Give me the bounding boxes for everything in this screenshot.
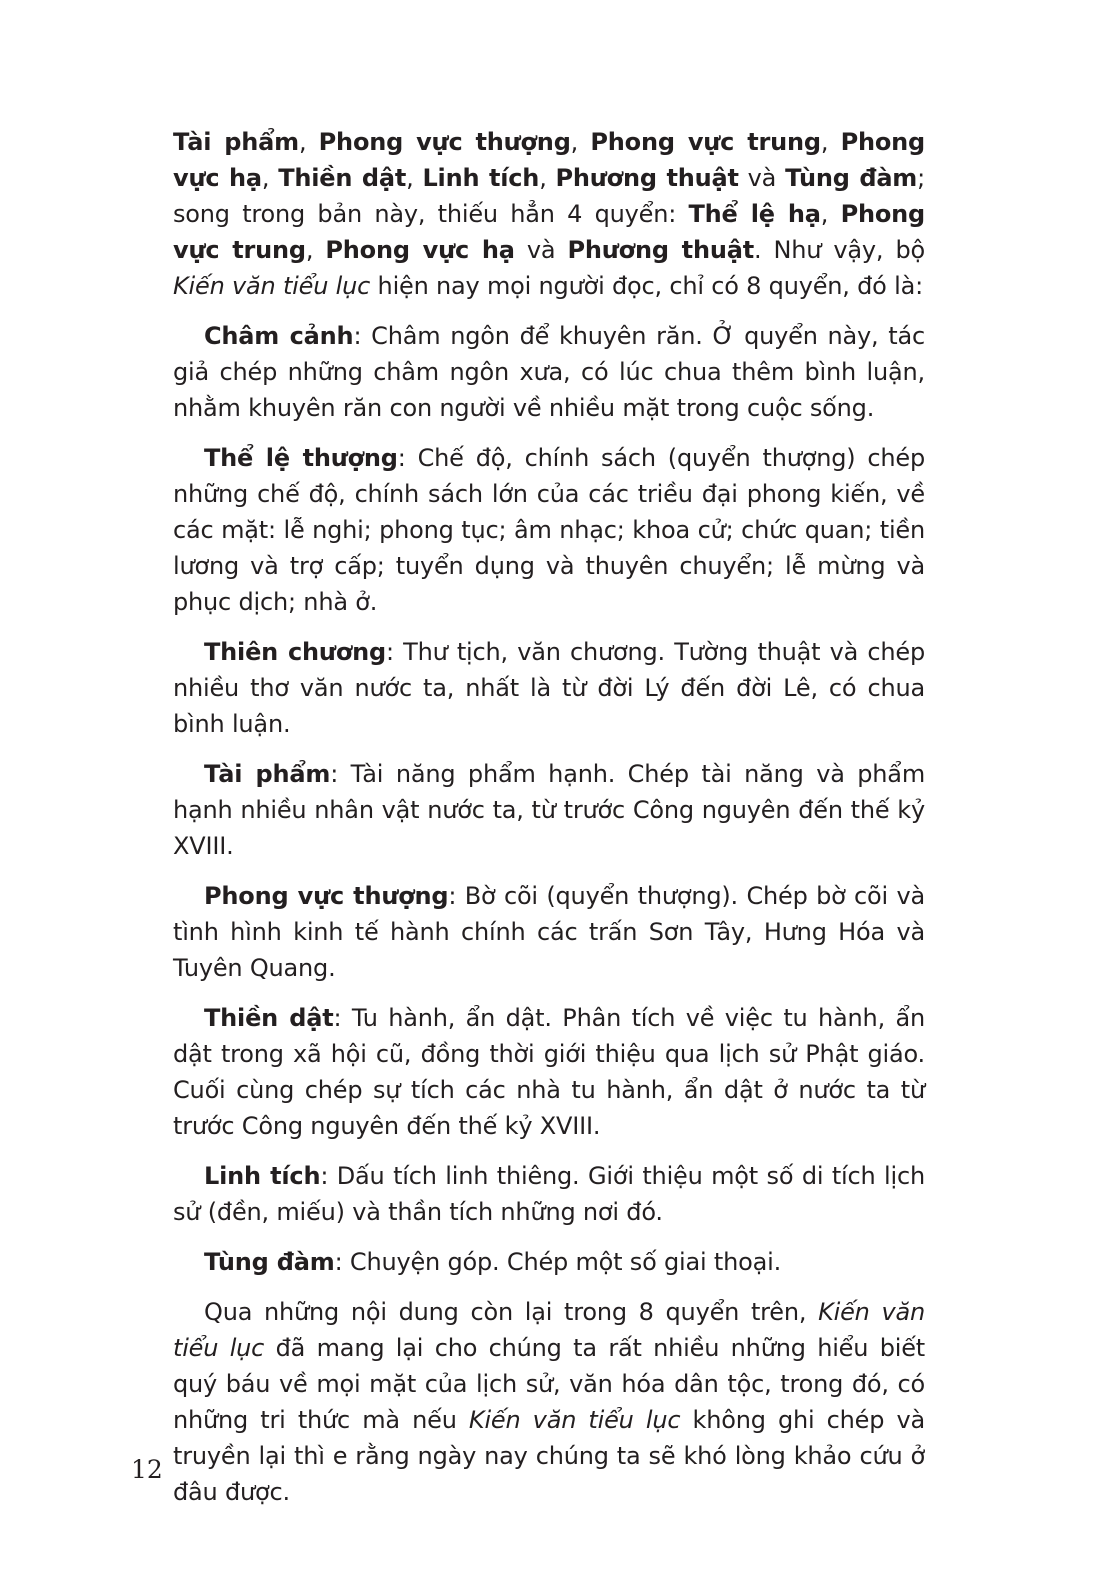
volume-term: Phong vực thượng bbox=[204, 882, 449, 910]
volume-entry bbox=[173, 1000, 925, 1144]
volume-name: Phong vực trung bbox=[173, 200, 925, 264]
volume-name: Phong vực trung bbox=[590, 128, 821, 156]
text-run: hiện nay mọi người đọc, chỉ có 8 quyển, đó là: bbox=[370, 272, 923, 300]
volume-name: Phong vực hạ bbox=[325, 236, 515, 264]
volume-description: : Dấu tích linh thiêng. Giới thiệu một số di tích lịch sử (đền, miếu) và thần tích những nơi đó. bbox=[173, 1162, 925, 1226]
volume-term: Thiền dật bbox=[204, 1004, 334, 1032]
volume-entry bbox=[173, 634, 925, 742]
volume-description: : Tài năng phẩm hạnh. Chép tài năng và phẩm hạnh nhiều nhân vật nước ta, từ trước Công nguyên đến thế kỷ XVIII. bbox=[173, 760, 925, 860]
text-run: , bbox=[406, 164, 423, 192]
volume-term: Tùng đàm bbox=[204, 1248, 335, 1276]
text-run: không ghi chép và truyền lại thì e rằng ngày nay chúng ta sẽ khó lòng khảo cứu ở đâu được. bbox=[173, 1406, 925, 1506]
volume-name: Phương thuật bbox=[567, 236, 754, 264]
intro-paragraph bbox=[173, 124, 925, 304]
book-title: Kiến văn tiểu lục bbox=[468, 1406, 681, 1434]
volume-description: : Chuyện góp. Chép một số giai thoại. bbox=[334, 1248, 782, 1276]
volume-term: Linh tích bbox=[204, 1162, 321, 1190]
volume-name: Linh tích bbox=[422, 164, 540, 192]
book-title: Kiến văn tiểu lục bbox=[173, 272, 371, 300]
text-run: , bbox=[570, 128, 591, 156]
text-run: , bbox=[820, 128, 841, 156]
text-run: và bbox=[514, 236, 568, 264]
volume-name: Phương thuật bbox=[555, 164, 739, 192]
volume-name: Phong vực thượng bbox=[318, 128, 571, 156]
volume-entry bbox=[173, 878, 925, 986]
text-column bbox=[173, 124, 925, 1524]
text-run: , bbox=[820, 200, 841, 228]
volume-entry bbox=[173, 756, 925, 864]
volume-entry bbox=[173, 1244, 925, 1280]
text-run: và bbox=[738, 164, 786, 192]
text-run: đã mang lại cho chúng ta rất nhiều những hiểu biết quý báu về mọi mặt của lịch sử, văn hóa dân tộc, trong đó, có những tri thức mà nếu bbox=[173, 1334, 925, 1434]
volume-term: Tài phẩm bbox=[204, 760, 331, 788]
volume-description: : Chế độ, chính sách (quyển thượng) chép những chế độ, chính sách lớn của các triều đại phong kiến, về các mặt: lễ nghi; phong tục; âm nhạc; khoa cử; chức quan; tiền lương và trợ cấp; tuyển dụng và thuyên chuyển; lễ mừng và phục dịch; nhà ở. bbox=[173, 444, 925, 616]
text-run: , bbox=[298, 128, 319, 156]
volume-term: Thiên chương bbox=[204, 638, 386, 666]
text-run: , bbox=[539, 164, 556, 192]
volume-entry bbox=[173, 318, 925, 426]
text-run: . Như vậy, bộ bbox=[753, 236, 925, 264]
page-number: 12 bbox=[131, 1455, 163, 1484]
conclusion-paragraph bbox=[173, 1294, 925, 1510]
volume-term: Châm cảnh bbox=[204, 322, 354, 350]
volume-entry bbox=[173, 440, 925, 620]
volume-name: Phong vực hạ bbox=[173, 128, 926, 192]
volume-entry bbox=[173, 1158, 925, 1230]
volume-name: Tài phẩm bbox=[173, 128, 299, 156]
book-title: Kiến văn tiểu lục bbox=[173, 1298, 925, 1362]
volume-name: Tùng đàm bbox=[785, 164, 918, 192]
volume-description: : Thư tịch, văn chương. Tường thuật và chép nhiều thơ văn nước ta, nhất là từ đời Lý đến đời Lê, có chua bình luận. bbox=[173, 638, 926, 738]
text-run: , bbox=[261, 164, 279, 192]
text-run: ; song trong bản này, thiếu hẳn 4 quyển: bbox=[173, 164, 926, 228]
volume-name: Thiền dật bbox=[278, 164, 407, 192]
volume-description: : Châm ngôn để khuyên răn. Ở quyển này, tác giả chép những châm ngôn xưa, có lúc chua thêm bình luận, nhằm khuyên răn con người về nhiều mặt trong cuộc sống. bbox=[173, 322, 925, 422]
volume-term: Thể lệ thượng bbox=[204, 444, 398, 472]
volume-description: : Bờ cõi (quyển thượng). Chép bờ cõi và tình hình kinh tế hành chính các trấn Sơn Tây, Hưng Hóa và Tuyên Quang. bbox=[173, 882, 925, 982]
volume-description: : Tu hành, ẩn dật. Phân tích về việc tu hành, ẩn dật trong xã hội cũ, đồng thời giới thiệu qua lịch sử Phật giáo. Cuối cùng chép sự tích các nhà tu hành, ẩn dật ở nước ta từ trước Công nguyên đến thế kỷ XVIII. bbox=[173, 1004, 925, 1140]
text-run: Qua những nội dung còn lại trong 8 quyển trên, bbox=[204, 1298, 819, 1326]
volume-name: Thể lệ hạ bbox=[688, 200, 821, 228]
text-run: , bbox=[305, 236, 326, 264]
